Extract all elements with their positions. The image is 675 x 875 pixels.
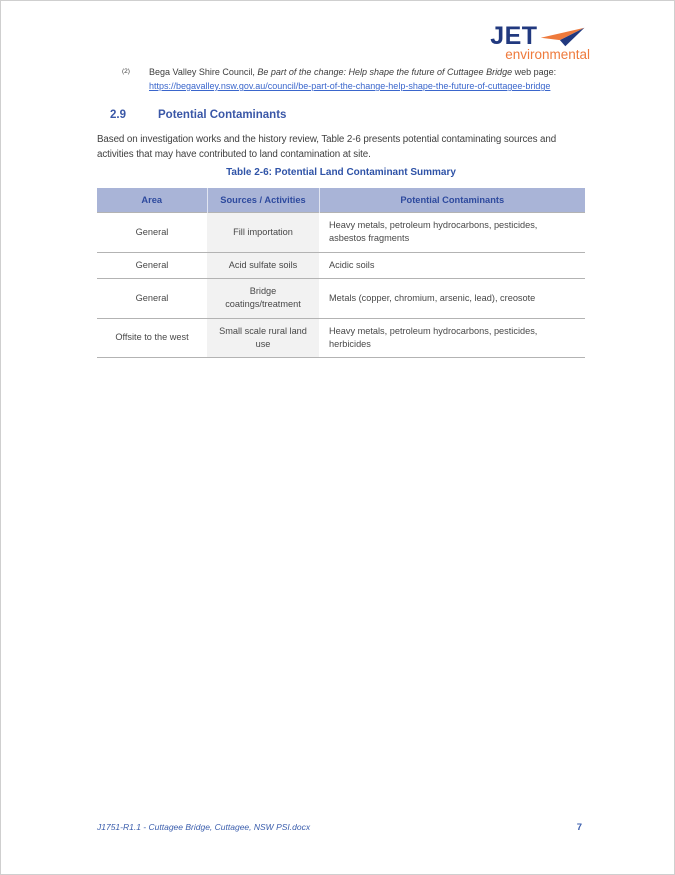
header-cell-area: Area xyxy=(97,188,207,213)
cell-area: Offsite to the west xyxy=(97,318,207,358)
cell-source: Fill importation xyxy=(207,213,319,253)
footnote xyxy=(122,66,584,94)
cell-area: General xyxy=(97,279,207,319)
footer-page-number: 7 xyxy=(576,822,582,833)
footnote-marker: (2) xyxy=(122,68,130,75)
footnote-suffix: web page: xyxy=(512,67,557,77)
cell-area: General xyxy=(97,213,207,253)
cell-contaminant: Metals (copper, chromium, arsenic, lead), creosote xyxy=(319,279,585,319)
cell-contaminant: Heavy metals, petroleum hydrocarbons, pesticides, asbestos fragments xyxy=(319,213,585,253)
table-row xyxy=(97,252,585,278)
contaminant-summary-table xyxy=(97,188,585,358)
cell-source: Acid sulfate soils xyxy=(207,252,319,278)
footnote-cited-title: Be part of the change: Help shape the future of Cuttagee Bridge xyxy=(257,67,513,77)
footnote-hyperlink[interactable]: https://begavalley.nsw.gov.au/council/be-part-of-the-change-help-shape-the-future-of-cuttagee-bridge xyxy=(149,80,551,91)
table-row xyxy=(97,279,585,319)
cell-contaminant: Heavy metals, petroleum hydrocarbons, pesticides, herbicides xyxy=(319,318,585,358)
table-caption: Table 2-6: Potential Land Contaminant Summary xyxy=(226,167,456,178)
header-cell-sources: Sources / Activities xyxy=(207,188,319,213)
header-cell-contaminants: Potential Contaminants xyxy=(319,188,585,213)
cell-area: General xyxy=(97,252,207,278)
table-row xyxy=(97,213,585,253)
logo-wordmark: JET xyxy=(490,22,538,50)
table-row xyxy=(97,318,585,358)
cell-source: Bridge coatings/treatment xyxy=(207,279,319,319)
section-title: Potential Contaminants xyxy=(158,109,287,121)
footnote-text xyxy=(149,66,584,94)
section-heading xyxy=(110,109,286,121)
cell-source: Small scale rural land use xyxy=(207,318,319,358)
cell-contaminant: Acidic soils xyxy=(319,252,585,278)
company-logo xyxy=(490,24,590,63)
footnote-prefix: Bega Valley Shire Council, xyxy=(149,67,258,77)
section-number: 2.9 xyxy=(110,109,126,121)
body-paragraph: Based on investigation works and the history review, Table 2-6 presents potential contaminating sources and activities that may have contributed to land contamination at site. xyxy=(97,134,557,160)
footer-document-name: J1751-R1.1 - Cuttagee Bridge, Cuttagee, NSW PSI.docx xyxy=(97,822,311,832)
page-footer xyxy=(97,822,582,833)
table-header-row xyxy=(97,188,585,213)
logo-tagline: environmental xyxy=(505,47,590,62)
